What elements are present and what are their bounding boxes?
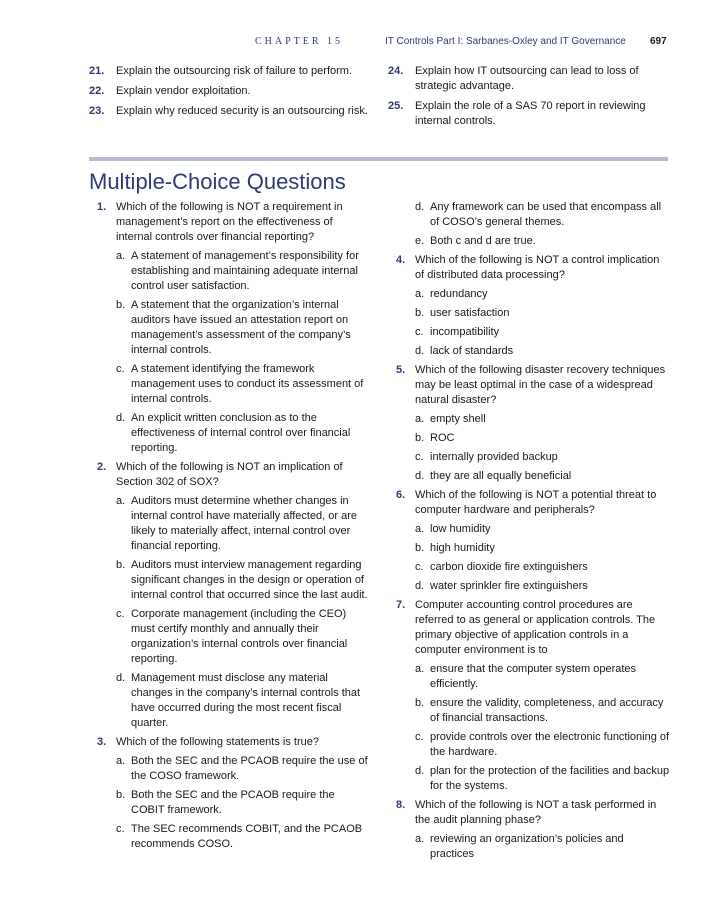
question-number: 5. [396, 364, 406, 376]
chapter-label: CHAPTER 15 [255, 36, 344, 47]
option-letter: b. [116, 299, 126, 311]
option-text: An explicit written conclusion as to the effectiveness of internal control over financial reporting. [131, 412, 351, 454]
answer-option [415, 450, 670, 465]
option-letter: c. [415, 561, 424, 573]
option-letter: a. [116, 250, 126, 262]
option-letter: c. [415, 731, 424, 743]
option-text: A statement that the organization’s internal auditors have issued an attestation report on management’s assessment of the company’s internal controls. [131, 299, 351, 356]
answer-option [116, 411, 371, 456]
mc-question [388, 363, 670, 484]
answer-option [415, 560, 670, 575]
option-letter: b. [116, 789, 126, 801]
answer-option [415, 764, 670, 794]
option-text: Both the SEC and the PCAOB require the COBIT framework. [131, 789, 335, 816]
option-letter: d. [415, 580, 425, 592]
answer-option [415, 469, 670, 484]
question-text: Explain why reduced security is an outsourcing risk. [116, 105, 368, 117]
option-text: Corporate management (including the CEO) must certify monthly and annually their organization’s internal controls over financial reporting. [131, 608, 348, 665]
option-text: empty shell [430, 413, 486, 425]
review-question [89, 84, 379, 99]
answer-option [415, 541, 670, 556]
option-text: lack of standards [430, 345, 514, 357]
option-text: Auditors must interview management regarding significant changes in the design or operation of internal control that occurred since the last audit. [131, 559, 368, 601]
mc-question [388, 253, 670, 359]
answer-option [415, 431, 670, 446]
question-number: 2. [97, 461, 107, 473]
option-letter: e. [415, 235, 425, 247]
answer-option [415, 522, 670, 537]
option-letter: d. [415, 201, 425, 213]
running-head [0, 35, 719, 49]
option-text: Both the SEC and the PCAOB require the use of the COSO framework. [131, 755, 368, 782]
question-number: 1. [97, 201, 107, 213]
question-number: 7. [396, 599, 406, 611]
option-text: provide controls over the electronic functioning of the hardware. [430, 731, 670, 758]
answer-option [415, 832, 670, 862]
option-letter: b. [415, 307, 425, 319]
option-text: they are all equally beneficial [430, 470, 572, 482]
option-text: ensure the validity, completeness, and accuracy of financial transactions. [430, 697, 664, 724]
option-letter: a. [415, 663, 425, 675]
option-text: ROC [430, 432, 455, 444]
option-text: The SEC recommends COBIT, and the PCAOB recommends COSO. [131, 823, 363, 850]
question-text: Explain vendor exploitation. [116, 85, 251, 97]
answer-option [116, 754, 371, 784]
option-text: Any framework can be used that encompass all of COSO’s general themes. [430, 201, 662, 228]
mc-question [89, 735, 371, 852]
question-number: 24. [388, 65, 404, 77]
option-text: high humidity [430, 542, 495, 554]
mc-question [89, 200, 371, 456]
option-text: internally provided backup [430, 451, 558, 463]
answer-option [116, 298, 371, 358]
answer-option [415, 730, 670, 760]
page-number: 697 [650, 36, 667, 47]
mc-question [89, 460, 371, 731]
answer-option [415, 579, 670, 594]
option-text: user satisfaction [430, 307, 510, 319]
question-number: 22. [89, 85, 105, 97]
question-text: Which of the following is NOT a task performed in the audit planning phase? [415, 799, 657, 826]
question-number: 6. [396, 489, 406, 501]
answer-option [116, 558, 371, 603]
mc-question [388, 488, 670, 594]
chapter-title: IT Controls Part I: Sarbanes-Oxley and IT Governance [385, 36, 626, 47]
review-questions-right [388, 64, 668, 134]
option-text: water sprinkler fire extinguishers [430, 580, 588, 592]
question-number: 21. [89, 65, 105, 77]
option-letter: b. [116, 559, 126, 571]
section-title: Multiple-Choice Questions [89, 169, 346, 194]
answer-option [116, 249, 371, 294]
option-letter: c. [415, 451, 424, 463]
option-letter: b. [415, 542, 425, 554]
option-text: Both c and d are true. [430, 235, 536, 247]
option-letter: d. [415, 470, 425, 482]
answer-option [415, 306, 670, 321]
review-question [388, 99, 668, 129]
answer-option [415, 662, 670, 692]
option-text: A statement identifying the framework management uses to conduct its assessment of internal controls. [131, 363, 364, 405]
option-letter: c. [116, 363, 125, 375]
question-number: 8. [396, 799, 406, 811]
question-text: Which of the following is NOT a potential threat to computer hardware and peripherals? [415, 489, 657, 516]
question-number: 3. [97, 736, 107, 748]
option-text: reviewing an organization’s policies and practices [430, 833, 624, 860]
answer-option [415, 696, 670, 726]
answer-option [415, 200, 670, 230]
section-divider [89, 157, 668, 161]
mc-questions-left [89, 200, 371, 856]
option-text: Management must disclose any material changes in the company’s internal controls that have occurred during the most recent fiscal quarter. [131, 672, 361, 729]
option-letter: a. [116, 495, 126, 507]
option-letter: a. [116, 755, 126, 767]
question-text: Which of the following is NOT a requirement in management’s report on the effectiveness of internal controls over financial reporting? [116, 201, 343, 243]
answer-option [415, 344, 670, 359]
question-text: Which of the following is NOT a control implication of distributed data processing? [415, 254, 660, 281]
question-text: Explain the role of a SAS 70 report in reviewing internal controls. [415, 100, 646, 127]
option-text: carbon dioxide fire extinguishers [430, 561, 588, 573]
option-letter: a. [415, 833, 425, 845]
mc-question-continued [388, 200, 670, 249]
question-text: Explain how IT outsourcing can lead to loss of strategic advantage. [415, 65, 639, 92]
option-text: ensure that the computer system operates efficiently. [430, 663, 637, 690]
question-text: Which of the following disaster recovery techniques may be least optimal in the case of a widespread natural disaster? [415, 364, 666, 406]
option-letter: c. [116, 608, 125, 620]
review-question [388, 64, 668, 94]
question-text: Explain the outsourcing risk of failure to perform. [116, 65, 353, 77]
answer-option [116, 494, 371, 554]
option-letter: c. [415, 326, 424, 338]
question-number: 25. [388, 100, 404, 112]
answer-option [116, 607, 371, 667]
mc-question [388, 598, 670, 794]
option-text: Auditors must determine whether changes in internal control have materially affected, or are likely to materially affect, internal control over financial reporting. [131, 495, 358, 552]
question-number: 23. [89, 105, 105, 117]
option-text: A statement of management’s responsibility for establishing and maintaining adequate internal control user satisfaction. [131, 250, 359, 292]
option-letter: b. [415, 697, 425, 709]
answer-option [415, 234, 670, 249]
option-letter: d. [116, 672, 126, 684]
review-question [89, 104, 379, 119]
mc-questions-right [388, 200, 670, 866]
answer-option [116, 822, 371, 852]
option-letter: c. [116, 823, 125, 835]
question-text: Which of the following statements is true? [116, 736, 319, 748]
question-text: Which of the following is NOT an implication of Section 302 of SOX? [116, 461, 343, 488]
review-questions-left [89, 64, 379, 124]
option-letter: b. [415, 432, 425, 444]
option-text: low humidity [430, 523, 491, 535]
option-text: redundancy [430, 288, 488, 300]
answer-option [415, 287, 670, 302]
option-letter: a. [415, 288, 425, 300]
answer-option [415, 412, 670, 427]
answer-option [116, 788, 371, 818]
question-number: 4. [396, 254, 406, 266]
mc-question [388, 798, 670, 862]
option-letter: d. [415, 345, 425, 357]
review-question [89, 64, 379, 79]
question-text: Computer accounting control procedures are referred to as general or application controls. The primary objective of application controls in a computer environment is to [415, 599, 656, 656]
option-text: plan for the protection of the facilities and backup for the systems. [430, 765, 670, 792]
option-text: incompatibility [430, 326, 500, 338]
option-letter: a. [415, 523, 425, 535]
option-letter: a. [415, 413, 425, 425]
answer-option [415, 325, 670, 340]
option-letter: d. [415, 765, 425, 777]
option-letter: d. [116, 412, 126, 424]
answer-option [116, 671, 371, 731]
answer-option [116, 362, 371, 407]
